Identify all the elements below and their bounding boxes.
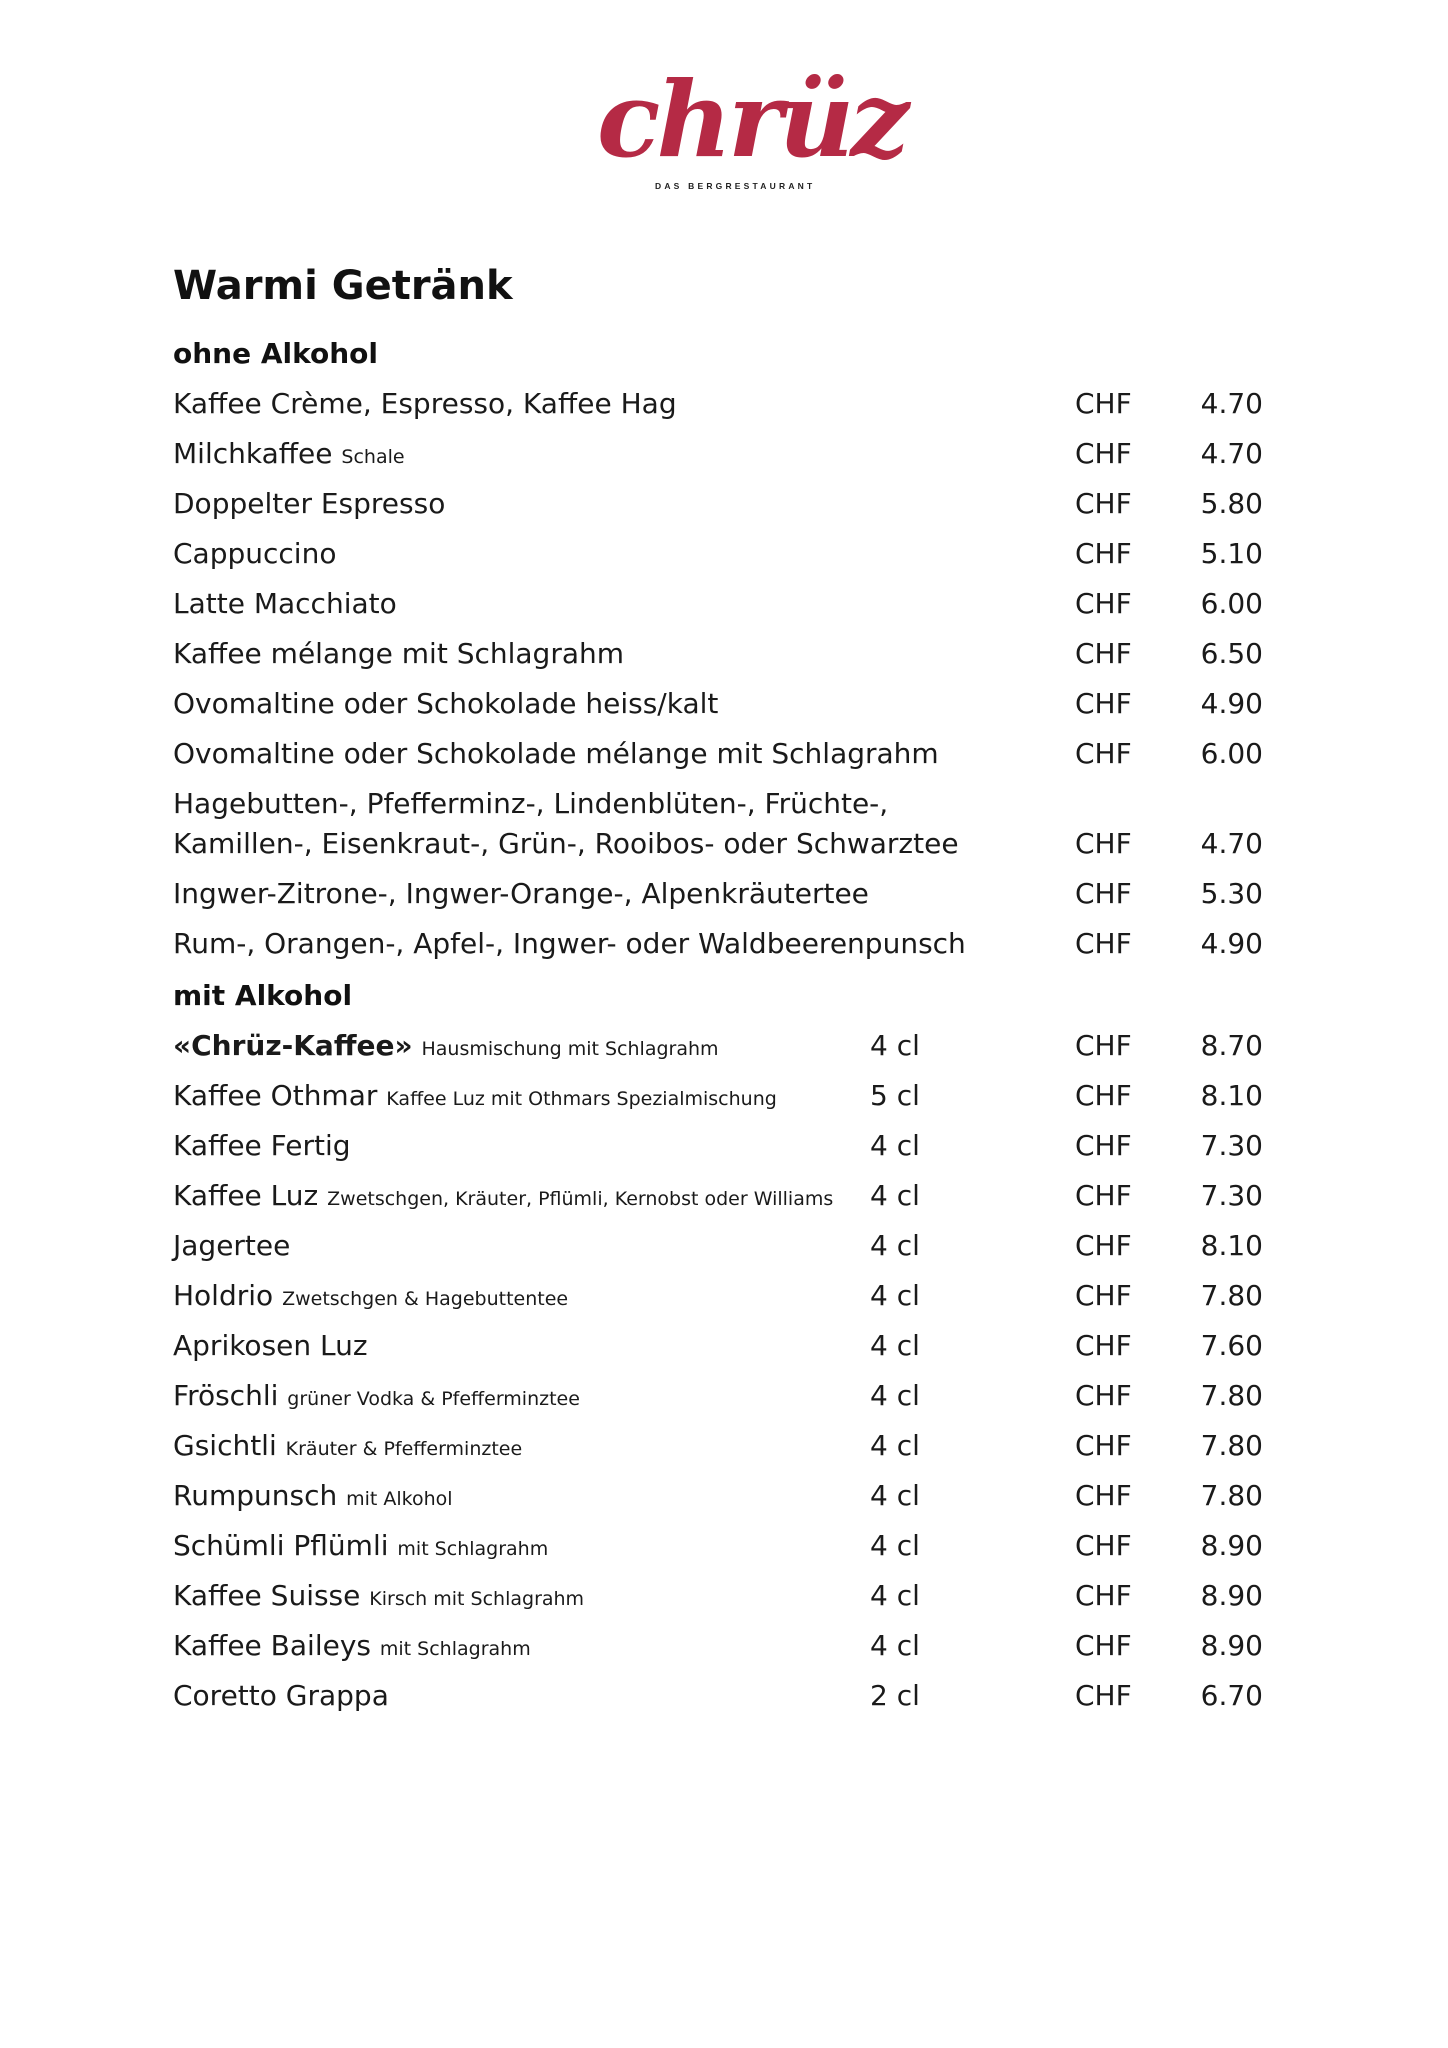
item-name: Holdrio Zwetschgen & Hagebuttentee <box>173 1279 569 1312</box>
section-heading-mit-alkohol: mit Alkohol <box>173 979 353 1012</box>
item-price: 8.10 <box>1200 1229 1263 1262</box>
menu-item <box>173 584 1263 624</box>
item-currency: CHF <box>1075 537 1132 570</box>
menu-item <box>173 1526 1263 1566</box>
item-price: 6.50 <box>1200 637 1263 670</box>
menu-item <box>173 684 1263 724</box>
item-price: 4.90 <box>1200 687 1263 720</box>
item-price: 8.90 <box>1200 1529 1263 1562</box>
item-quantity: 4 cl <box>870 1179 920 1212</box>
item-price: 4.70 <box>1200 827 1263 860</box>
item-currency: CHF <box>1075 1129 1132 1162</box>
item-quantity: 4 cl <box>870 1129 920 1162</box>
item-price: 6.70 <box>1200 1679 1263 1712</box>
item-quantity: 4 cl <box>870 1629 920 1662</box>
item-quantity: 4 cl <box>870 1329 920 1362</box>
item-name: Doppelter Espresso <box>173 487 446 520</box>
item-currency: CHF <box>1075 1379 1132 1412</box>
item-description: grüner Vodka & Pfefferminztee <box>287 1388 580 1410</box>
item-name: Ovomaltine oder Schokolade heiss/kalt <box>173 687 719 720</box>
item-price: 7.80 <box>1200 1479 1263 1512</box>
item-currency: CHF <box>1075 1679 1132 1712</box>
menu-item <box>173 734 1263 774</box>
item-price: 7.80 <box>1200 1279 1263 1312</box>
item-price: 7.30 <box>1200 1129 1263 1162</box>
item-price: 5.10 <box>1200 537 1263 570</box>
item-currency: CHF <box>1075 1079 1132 1112</box>
item-name: Milchkaffee Schale <box>173 437 405 470</box>
item-price: 4.90 <box>1200 927 1263 960</box>
item-name: Ingwer-Zitrone-, Ingwer-Orange-, Alpenkräutertee <box>173 877 869 910</box>
item-currency: CHF <box>1075 1529 1132 1562</box>
item-quantity: 4 cl <box>870 1279 920 1312</box>
item-name: Latte Macchiato <box>173 587 397 620</box>
menu-item <box>173 1476 1263 1516</box>
menu-item <box>173 1176 1263 1216</box>
menu-item <box>173 1676 1263 1716</box>
logo <box>597 55 906 207</box>
menu-item <box>173 534 1263 574</box>
item-currency: CHF <box>1075 437 1132 470</box>
menu-item <box>173 1376 1263 1416</box>
item-quantity: 4 cl <box>870 1529 920 1562</box>
item-price: 5.80 <box>1200 487 1263 520</box>
menu-item <box>173 1426 1263 1466</box>
item-name: Coretto Grappa <box>173 1679 389 1712</box>
item-price: 7.80 <box>1200 1429 1263 1462</box>
item-name: Kaffee Suisse Kirsch mit Schlagrahm <box>173 1579 585 1612</box>
item-description: Kräuter & Pfefferminztee <box>285 1438 523 1460</box>
item-name: Rumpunsch mit Alkohol <box>173 1479 453 1512</box>
item-currency: CHF <box>1075 827 1132 860</box>
item-name: «Chrüz-Kaffee» Hausmischung mit Schlagrahm <box>173 1029 719 1062</box>
item-name: Kaffee mélange mit Schlagrahm <box>173 637 625 670</box>
item-quantity: 4 cl <box>870 1379 920 1412</box>
item-name: Kaffee Luz Zwetschgen, Kräuter, Pflümli, Kernobst oder Williams <box>173 1179 834 1212</box>
item-description: Zwetschgen & Hagebuttentee <box>282 1288 569 1310</box>
item-currency: CHF <box>1075 1629 1132 1662</box>
item-name: Kaffee Baileys mit Schlagrahm <box>173 1629 531 1662</box>
item-price: 5.30 <box>1200 877 1263 910</box>
item-description: mit Alkohol <box>346 1488 453 1510</box>
item-currency: CHF <box>1075 487 1132 520</box>
item-name: Kaffee Othmar Kaffee Luz mit Othmars Spezialmischung <box>173 1079 777 1112</box>
item-price: 7.60 <box>1200 1329 1263 1362</box>
item-currency: CHF <box>1075 637 1132 670</box>
menu-item <box>173 484 1263 524</box>
item-description: Kirsch mit Schlagrahm <box>369 1588 585 1610</box>
menu-item <box>173 1576 1263 1616</box>
page-title: Warmi Getränk <box>173 263 513 309</box>
item-name: Kaffee Crème, Espresso, Kaffee Hag <box>173 387 677 420</box>
item-currency: CHF <box>1075 1329 1132 1362</box>
item-quantity: 4 cl <box>870 1479 920 1512</box>
item-price: 8.70 <box>1200 1029 1263 1062</box>
menu-item <box>173 1226 1263 1266</box>
logo-subtitle: DAS BERGRESTAURANT <box>655 181 816 191</box>
section-heading-ohne-alkohol: ohne Alkohol <box>173 337 378 370</box>
item-name: Kaffee Fertig <box>173 1129 351 1162</box>
item-name: Gsichtli Kräuter & Pfefferminztee <box>173 1429 523 1462</box>
item-currency: CHF <box>1075 1429 1132 1462</box>
item-description: Hausmischung mit Schlagrahm <box>421 1038 719 1060</box>
menu-item <box>173 924 1263 964</box>
menu-item <box>173 434 1263 474</box>
item-currency: CHF <box>1075 1579 1132 1612</box>
menu-item <box>173 634 1263 674</box>
item-price: 6.00 <box>1200 737 1263 770</box>
item-currency: CHF <box>1075 1029 1132 1062</box>
item-price: 7.30 <box>1200 1179 1263 1212</box>
menu-item <box>173 1076 1263 1116</box>
item-name: Hagebutten-, Pfefferminz-, Lindenblüten-, Früchte-, <box>173 787 889 820</box>
menu-item <box>173 1276 1263 1316</box>
item-currency: CHF <box>1075 1279 1132 1312</box>
menu-item <box>173 1326 1263 1366</box>
item-name-continued: Kamillen-, Eisenkraut-, Grün-, Rooibos- oder Schwarztee <box>173 827 959 860</box>
item-currency: CHF <box>1075 1229 1132 1262</box>
item-price: 8.90 <box>1200 1629 1263 1662</box>
menu-item <box>173 784 1263 864</box>
menu-item <box>173 1626 1263 1666</box>
item-description: Schale <box>341 446 405 468</box>
item-price: 4.70 <box>1200 387 1263 420</box>
item-currency: CHF <box>1075 927 1132 960</box>
item-description: mit Schlagrahm <box>379 1638 531 1660</box>
item-quantity: 5 cl <box>870 1079 920 1112</box>
item-name: Fröschli grüner Vodka & Pfefferminztee <box>173 1379 580 1412</box>
menu-item <box>173 384 1263 424</box>
item-description: mit Schlagrahm <box>397 1538 549 1560</box>
item-name: Aprikosen Luz <box>173 1329 368 1362</box>
item-currency: CHF <box>1075 877 1132 910</box>
item-price: 8.10 <box>1200 1079 1263 1112</box>
item-price: 7.80 <box>1200 1379 1263 1412</box>
item-name: Rum-, Orangen-, Apfel-, Ingwer- oder Waldbeerenpunsch <box>173 927 966 960</box>
item-name: Cappuccino <box>173 537 337 570</box>
item-name: Ovomaltine oder Schokolade mélange mit Schlagrahm <box>173 737 939 770</box>
menu-item <box>173 874 1263 914</box>
item-currency: CHF <box>1075 737 1132 770</box>
item-currency: CHF <box>1075 587 1132 620</box>
logo-wordmark: chrüz <box>597 58 906 181</box>
item-quantity: 4 cl <box>870 1029 920 1062</box>
item-price: 4.70 <box>1200 437 1263 470</box>
item-quantity: 2 cl <box>870 1679 920 1712</box>
item-currency: CHF <box>1075 687 1132 720</box>
item-currency: CHF <box>1075 1179 1132 1212</box>
item-quantity: 4 cl <box>870 1579 920 1612</box>
item-description: Kaffee Luz mit Othmars Spezialmischung <box>386 1088 777 1110</box>
item-name: Jagertee <box>173 1229 291 1262</box>
menu-item <box>173 1126 1263 1166</box>
item-name: Schümli Pflümli mit Schlagrahm <box>173 1529 549 1562</box>
item-description: Zwetschgen, Kräuter, Pflümli, Kernobst oder Williams <box>327 1188 834 1210</box>
menu-item <box>173 1026 1263 1066</box>
item-price: 8.90 <box>1200 1579 1263 1612</box>
item-currency: CHF <box>1075 1479 1132 1512</box>
item-price: 6.00 <box>1200 587 1263 620</box>
item-quantity: 4 cl <box>870 1229 920 1262</box>
item-currency: CHF <box>1075 387 1132 420</box>
item-quantity: 4 cl <box>870 1429 920 1462</box>
